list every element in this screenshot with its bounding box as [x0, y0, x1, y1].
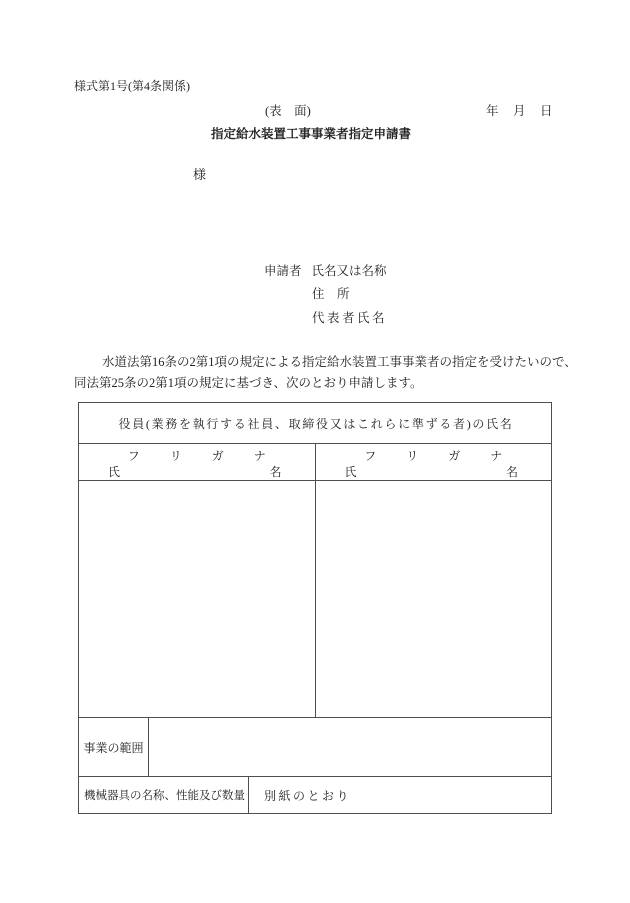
applicant-representative-field-label: 代表者氏名: [312, 310, 388, 325]
officers-header-row: [79, 403, 551, 444]
applicant-block: [264, 260, 387, 330]
application-statement: [74, 352, 577, 394]
machinery-row: [79, 777, 551, 813]
first-name-label-left: 名: [269, 465, 282, 479]
officers-header-label: 役員(業務を執行する社員、取締役又はこれらに準ずる者)の氏名: [118, 416, 514, 431]
furigana-label-left: フ リ ガ ナ: [127, 449, 275, 463]
furigana-label-right: フ リ ガ ナ: [364, 449, 512, 463]
date-line: 年 月 日: [486, 104, 554, 118]
applicant-name-line: [264, 260, 387, 283]
application-table: [78, 402, 552, 814]
officer-name-cell-right: [316, 481, 552, 717]
form-number-label: 様式第1号(第4条関係): [74, 79, 190, 93]
business-scope-value-cell: [149, 718, 551, 776]
shimei-labels-right: [316, 464, 552, 480]
applicant-name-field-label: 氏名又は名称: [311, 264, 387, 278]
addressee-suffix: 様: [193, 167, 207, 182]
statement-line-1: [74, 352, 577, 373]
applicant-address-field-label: 住 所: [312, 287, 350, 302]
document-title: 指定給水装置工事事業者指定申請書: [211, 127, 412, 141]
machinery-label: 機械器具の名称、性能及び数量: [79, 777, 249, 813]
officer-name-cell-left: [79, 481, 316, 717]
name-column-header-right: [316, 444, 552, 480]
last-name-label-left: 氏: [108, 465, 121, 479]
statement-line-2: 同法第25条の2第1項の規定に基づき、次のとおり申請します。: [74, 376, 423, 390]
applicant-label: 申請者: [264, 264, 302, 278]
last-name-label-right: 氏: [344, 465, 357, 479]
front-side-label: (表 面): [265, 104, 311, 118]
statement-line-1-text: 水道法第16条の2第1項の規定による指定給水装置工事事業者の指定を受けたいので、: [102, 355, 577, 369]
name-column-header-left: [79, 444, 316, 480]
first-name-label-right: 名: [505, 465, 518, 479]
officer-names-entry-row: [79, 481, 551, 718]
business-scope-label: 事業の範囲: [79, 718, 149, 776]
shimei-labels-left: [79, 464, 315, 480]
name-columns-header-row: [79, 444, 551, 481]
machinery-value: 別紙のとおり: [264, 788, 352, 803]
business-scope-row: [79, 718, 551, 777]
